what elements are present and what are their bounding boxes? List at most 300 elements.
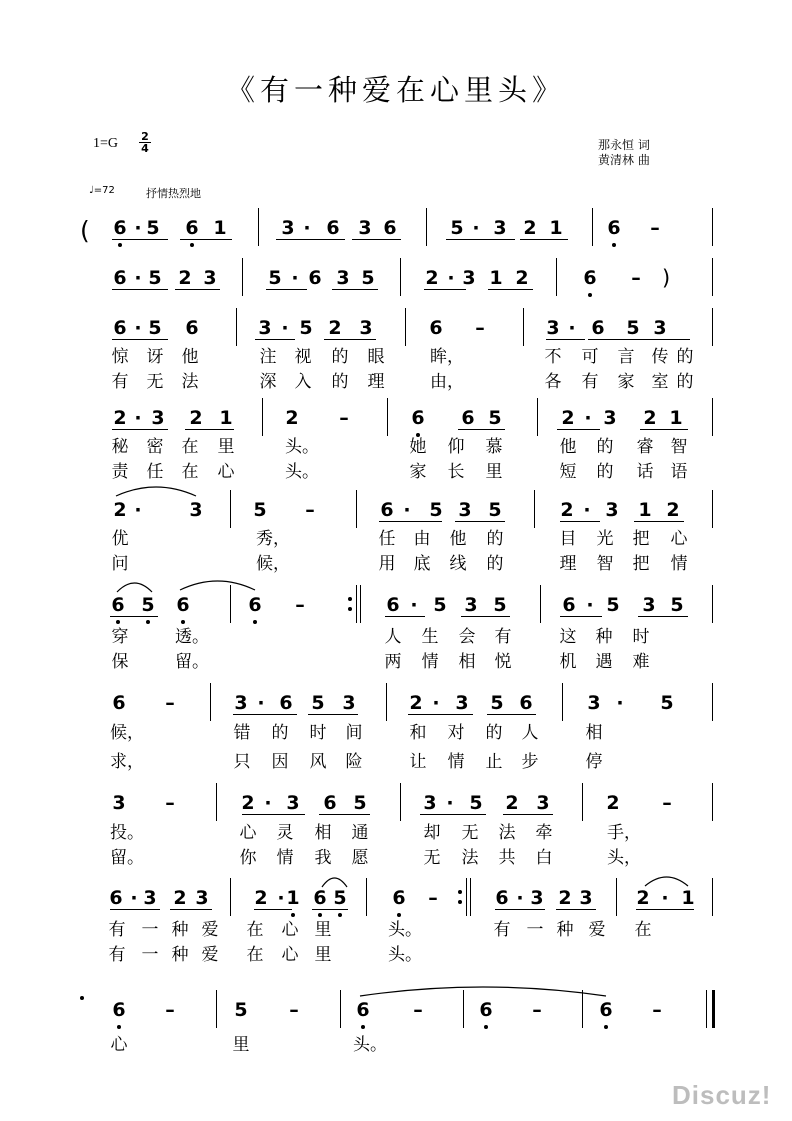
lyric: 对 [447,723,465,743]
lyric: 智 [670,437,688,457]
note: 6 [356,999,370,1021]
note: 3 [493,217,507,239]
dash-extension: – [165,999,175,1021]
lyric: 爱 [201,920,219,940]
note: 2 [113,499,127,521]
note: 5 [353,792,367,814]
note: 6 [111,594,125,616]
note: 3 [281,217,295,239]
lyric: 光 [596,529,614,549]
lyric: 有 [111,372,129,392]
note: 3 [286,792,300,814]
note: 3 [143,887,157,909]
lyric: 理 [559,554,577,574]
note: 1 [219,407,233,429]
augmentation-dot: · [130,887,138,909]
note: 6 [591,317,605,339]
note: 3 [342,692,356,714]
lyric: 种 [556,920,574,940]
lyric: 把 [632,529,650,549]
lyric: 底 [413,554,431,574]
discuz-watermark: Discuz! [672,1080,772,1110]
lyric: 短 [559,462,577,482]
lyric: 难 [632,652,650,672]
augmentation-dot: · [516,887,524,909]
note: 6 [380,499,394,521]
lyric: 会 [458,627,476,647]
note: 6 [583,267,597,289]
lyric: 通 [351,823,369,843]
note: 5 [433,594,447,616]
note: 6 [109,887,123,909]
lyric: 人 [384,627,402,647]
augmentation-dot: · [134,317,142,339]
time-signature-bottom: 4 [139,142,151,154]
lyric: 里 [314,920,332,940]
lyric: 种 [595,627,613,647]
lyric: 候， [256,554,290,574]
dash-extension: – [650,217,660,239]
lyric: 法 [181,372,199,392]
lyric: 话 [636,462,654,482]
note: 3 [530,887,544,909]
note: 5 [488,499,502,521]
note: 6 [386,594,400,616]
note: 2 [173,887,187,909]
note: 6 [112,692,126,714]
note: 5 [429,499,443,521]
note: 3 [423,792,437,814]
lyric: 在 [181,437,199,457]
lyric: 停 [585,752,603,772]
note: 6 [185,217,199,239]
lyric: 眼 [367,347,385,367]
note: 2 [189,407,203,429]
dash-extension: – [305,499,315,521]
note: 5 [361,267,375,289]
note: 2 [505,792,519,814]
lyric: 机 [559,652,577,672]
lyric: 家 [617,372,635,392]
note: 1 [286,887,300,909]
lyric: 有 [108,920,126,940]
note: 6 [326,217,340,239]
lyric: 传 [651,347,669,367]
lyric: 风 [309,752,327,772]
note: 6 [113,217,127,239]
slur [322,878,347,887]
lyric: 责 [111,462,129,482]
note: 5 [488,407,502,429]
note: 6 [113,317,127,339]
note: 3 [358,217,372,239]
lyric: 留。 [175,652,209,672]
lyric: 让 [409,752,427,772]
note: 5 [606,594,620,616]
slur [360,987,606,996]
augmentation-dot: · [134,267,142,289]
lyric: 她 [409,437,427,457]
lyric: 可 [581,347,599,367]
lyric: 注 [259,347,277,367]
lyric: 里 [485,462,503,482]
lyric: 无 [423,848,441,868]
note: 1 [489,267,503,289]
lyric: 各 [544,372,562,392]
note: 6 [176,594,190,616]
augmentation-dot: · [134,407,142,429]
slur [180,581,255,590]
dash-extension: – [295,594,305,616]
note: 2 [409,692,423,714]
lyric: 保 [111,652,129,672]
lyric: 无 [461,823,479,843]
lyric: 优 [111,529,129,549]
note: 5 [670,594,684,616]
dash-extension: – [289,999,299,1021]
lyric: 在 [181,462,199,482]
note: 5 [660,692,674,714]
lyric: 穿 [111,627,129,647]
augmentation-dot: · [281,317,289,339]
lyric: 仰 [447,437,465,457]
tempo-marking: ♩=72 [89,185,115,196]
lyric: 心 [281,920,299,940]
lyric: 头。 [285,437,319,457]
lyric: 室 [651,372,669,392]
note: 6 [411,407,425,429]
note: 5 [333,887,347,909]
note: 6 [599,999,613,1021]
lyric: 时 [309,723,327,743]
dash-extension: – [413,999,423,1021]
lyric: 步 [521,752,539,772]
lyric: 悦 [494,652,512,672]
lyric: 在 [634,920,652,940]
lyric: 求， [110,752,144,772]
lyric: 却 [423,823,441,843]
note: 1 [213,217,227,239]
lyric: 共 [498,848,516,868]
dash-extension: – [532,999,542,1021]
note: 1 [549,217,563,239]
lyric: 一 [526,920,544,940]
note: 2 [425,267,439,289]
dash-extension: – [165,792,175,814]
lyric: 相 [458,652,476,672]
note: 3 [642,594,656,616]
note: 3 [462,267,476,289]
augmentation-dot: · [410,594,418,616]
note: 3 [458,499,472,521]
lyric: 任 [378,529,396,549]
lyric: 心 [217,462,235,482]
lyric: 种 [171,945,189,965]
note: 3 [359,317,373,339]
lyricist: 那永恒 词 [598,138,650,152]
lyric: 把 [632,554,650,574]
note: 3 [195,887,209,909]
slur [116,487,196,496]
note: 6 [495,887,509,909]
lyric: 头， [607,848,641,868]
note: 5 [253,499,267,521]
lyric: 入 [294,372,312,392]
lyric: 目 [559,529,577,549]
lyric: 理 [367,372,385,392]
note: 2 [241,792,255,814]
lyric: 的 [331,372,349,392]
intro-paren-close: ) [662,266,671,290]
lyric: 里 [217,437,235,457]
lyric: 言 [617,347,635,367]
lyric: 的 [596,437,614,457]
note: 5 [148,267,162,289]
lyric: 的 [485,723,503,743]
lyric: 相 [585,723,603,743]
note: 1 [681,887,695,909]
lyric: 睿 [636,437,654,457]
note: 5 [311,692,325,714]
note: 5 [450,217,464,239]
note: 3 [587,692,601,714]
note: 6 [479,999,493,1021]
note: 6 [429,317,443,339]
augmentation-dot: · [291,267,299,289]
note: 1 [638,499,652,521]
note: 3 [234,692,248,714]
note: 3 [653,317,667,339]
note: 3 [151,407,165,429]
note: 6 [383,217,397,239]
lyric: 心 [239,823,257,843]
note: 5 [234,999,248,1021]
note: 2 [523,217,537,239]
augmentation-dot: · [472,217,480,239]
lyric: 由， [430,372,464,392]
lyric: 秀， [256,529,290,549]
note: 2 [285,407,299,429]
lyric: 有 [108,945,126,965]
note: 6 [279,692,293,714]
lyric: 因 [271,752,289,772]
note: 6 [313,887,327,909]
lyric: 你 [239,848,257,868]
lyric: 眸， [430,347,464,367]
note: 6 [607,217,621,239]
lyric: 家 [409,462,427,482]
note: 5 [469,792,483,814]
lyric: 错 [233,723,251,743]
time-signature-top: 2 [141,130,149,143]
augmentation-dot: · [446,792,454,814]
lyric: 长 [447,462,465,482]
lyric: 只 [233,752,251,772]
lyric: 的 [676,372,694,392]
lyric: 的 [271,723,289,743]
note: 3 [464,594,478,616]
note: 2 [113,407,127,429]
song-title: 《有一种爱在心里头》 [225,73,566,107]
note: 5 [493,594,507,616]
lyric: 心 [670,529,688,549]
note: 3 [189,499,203,521]
lyric: 情 [421,652,439,672]
lyric: 不 [544,347,562,367]
lyric: 密 [146,437,164,457]
augmentation-dot: · [403,499,411,521]
lyric: 的 [676,347,694,367]
lyric: 心 [281,945,299,965]
note: 6 [562,594,576,616]
lyric: 法 [498,823,516,843]
note: 1 [669,407,683,429]
lyric: 慕 [485,437,503,457]
note: 6 [308,267,322,289]
lyric: 手， [607,823,641,843]
augmentation-dot: · [277,887,285,909]
lyric: 投。 [110,823,144,843]
note: 3 [603,407,617,429]
note: 2 [561,407,575,429]
note: 5 [299,317,313,339]
lyric: 在 [246,945,264,965]
lyric: 心 [110,1035,128,1055]
lyric: 时 [632,627,650,647]
lyric: 候， [110,723,144,743]
augmentation-dot: · [583,499,591,521]
lyric: 人 [521,723,539,743]
lyric: 视 [294,347,312,367]
lyric: 有 [581,372,599,392]
lyric: 法 [461,848,479,868]
lyric: 一 [141,920,159,940]
note: 3 [536,792,550,814]
augmentation-dot: · [303,217,311,239]
note: 3 [258,317,272,339]
note: 6 [519,692,533,714]
dash-extension: – [631,267,641,289]
slur [117,583,152,592]
lyric: 遇 [595,652,613,672]
augmentation-dot: · [134,499,142,521]
note: 6 [392,887,406,909]
lyric: 爱 [588,920,606,940]
augmentation-dot: · [584,407,592,429]
lyric: 这 [559,627,577,647]
lyric: 头。 [285,462,319,482]
lyric: 讶 [146,347,164,367]
note: 3 [579,887,593,909]
note: 6 [323,792,337,814]
dash-extension: – [428,887,438,909]
lyric: 头。 [388,920,422,940]
lyric: 我 [314,848,332,868]
composer: 黄清林 曲 [598,153,650,167]
dash-extension: – [652,999,662,1021]
lyric: 愿 [351,848,369,868]
lyric: 智 [596,554,614,574]
note: 2 [606,792,620,814]
augmentation-dot: · [586,594,594,616]
augmentation-dot: · [616,692,624,714]
note: 6 [185,317,199,339]
note: 5 [146,217,160,239]
note: 6 [112,999,126,1021]
note: 2 [178,267,192,289]
augmentation-dot: · [134,217,142,239]
lyric: 止 [485,752,503,772]
dash-extension: – [339,407,349,429]
note: 2 [643,407,657,429]
lyric: 线 [449,554,467,574]
lyric: 语 [670,462,688,482]
note: 2 [560,499,574,521]
note: 5 [490,692,504,714]
note: 6 [461,407,475,429]
lyric: 秘 [111,437,129,457]
lyric: 情 [670,554,688,574]
key-signature: 1=G [93,136,119,151]
note: 3 [455,692,469,714]
note: 6 [248,594,262,616]
note: 3 [546,317,560,339]
note: 6 [113,267,127,289]
lyric: 任 [146,462,164,482]
augmentation-dot: · [447,267,455,289]
lyric: 种 [171,920,189,940]
augmentation-dot: · [568,317,576,339]
lyric: 无 [146,372,164,392]
note: 5 [268,267,282,289]
dash-extension: – [165,692,175,714]
lyric: 情 [276,848,294,868]
lyric: 头。 [388,945,422,965]
lyric: 相 [314,823,332,843]
augmentation-dot: · [661,887,669,909]
note: 2 [254,887,268,909]
lyric: 头。 [353,1035,387,1055]
note: 5 [148,317,162,339]
note: 2 [515,267,529,289]
lyric: 在 [246,920,264,940]
lyric: 间 [345,723,363,743]
lyric: 有 [493,920,511,940]
lyric: 的 [596,462,614,482]
lyric: 他 [449,529,467,549]
dash-extension: – [662,792,672,814]
augmentation-dot: · [432,692,440,714]
note: 3 [605,499,619,521]
lyric: 爱 [201,945,219,965]
augmentation-dot: · [257,692,265,714]
lyric: 里 [314,945,332,965]
note: 5 [141,594,155,616]
lyric: 情 [447,752,465,772]
lyric: 白 [535,848,553,868]
slur [645,877,688,886]
lyric: 里 [232,1035,250,1055]
dash-extension: – [475,317,485,339]
lyric: 透。 [175,627,209,647]
lyric: 深 [259,372,277,392]
lyric: 留。 [110,848,144,868]
lyric: 和 [409,723,427,743]
expression-marking: 抒情热烈地 [146,187,201,200]
note: 5 [626,317,640,339]
intro-paren-open: ( [80,216,90,245]
lyric: 问 [111,554,129,574]
